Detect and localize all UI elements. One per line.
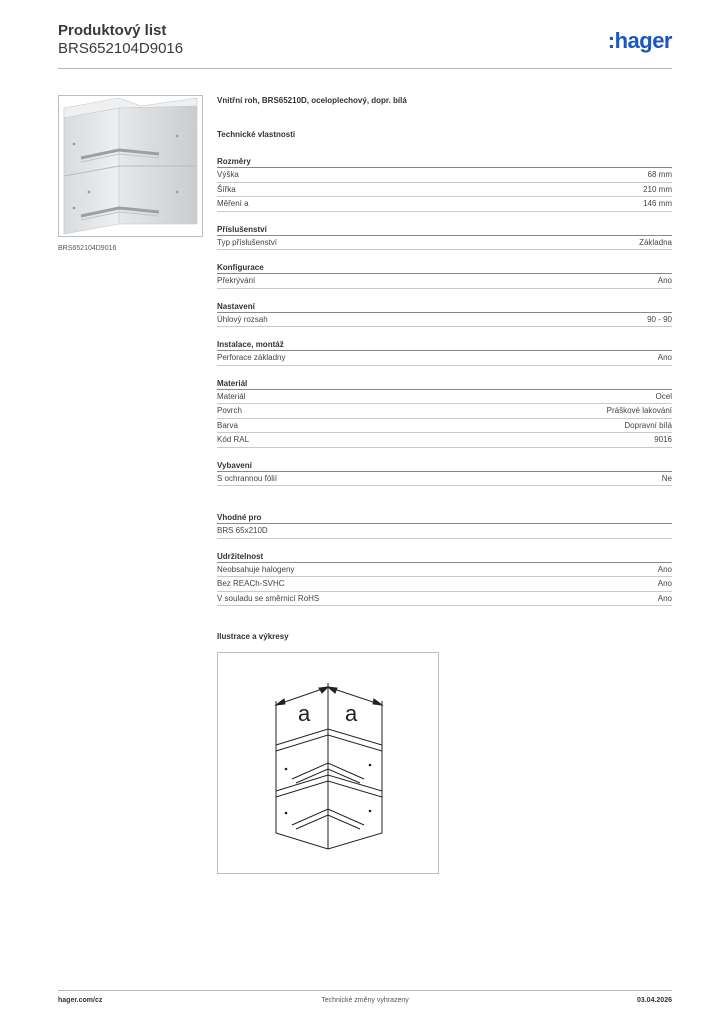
product-photo (58, 95, 203, 237)
page-footer (58, 997, 672, 1011)
spec-row (217, 351, 672, 366)
hager-logo[interactable]: :hager (607, 28, 672, 53)
spec-section (217, 224, 672, 251)
section-title: Vybavení (217, 460, 672, 472)
footer-disclaimer: Technické změny vyhrazeny (321, 997, 409, 1004)
spec-key: Úhlový rozsah (217, 314, 268, 324)
footer-divider (58, 990, 672, 991)
spec-key: Měření a (217, 199, 249, 208)
spec-row (217, 433, 672, 448)
spec-key: Typ příslušenství (217, 237, 278, 247)
spec-key: Materiál (217, 391, 246, 401)
spec-section (217, 156, 672, 212)
illustrations-heading: Ilustrace a výkresy (217, 632, 289, 641)
spec-key: Výška (217, 170, 239, 179)
spec-key: Kód RAL (217, 435, 250, 444)
spec-value: Ano (657, 579, 672, 588)
section-title: Nastavení (217, 301, 672, 313)
spec-row (217, 168, 672, 183)
spec-value: 90 - 90 (647, 314, 672, 324)
suitable-section (217, 512, 672, 539)
spec-row (217, 563, 672, 578)
spec-value: Ano (657, 564, 672, 574)
photo-caption: BRS652104D9016 (58, 245, 117, 252)
section-title: Příslušenství (217, 224, 672, 236)
section-title: Materiál (217, 378, 672, 390)
drawing-image (218, 653, 438, 873)
footer-date: 03.04.2026 (636, 997, 672, 1004)
spec-value: 9016 (654, 435, 672, 444)
spec-value: Ano (657, 353, 672, 362)
spec-key: V souladu se směrnicí RoHS (217, 593, 320, 603)
spec-row (217, 472, 672, 487)
spec-key: Bez REACh-SVHC (217, 579, 285, 588)
spec-key: Překrývání (217, 276, 256, 285)
spec-key: Neobsahuje halogeny (217, 564, 295, 574)
section-title: Konfigurace (217, 262, 672, 274)
section-title: Rozměry (217, 156, 672, 168)
spec-key: Šířka (217, 184, 236, 194)
spec-row (217, 524, 672, 539)
product-photo-image (59, 96, 202, 236)
spec-value: Práškové lakování (606, 406, 672, 415)
spec-section (217, 301, 672, 328)
spec-value: Základna (639, 237, 672, 247)
spec-value: 146 mm (643, 199, 672, 208)
spec-sections (217, 156, 672, 486)
spec-key: Barva (217, 420, 238, 430)
spec-section (217, 262, 672, 289)
spec-row (217, 577, 672, 592)
spec-section (217, 339, 672, 366)
spec-key: S ochrannou fólií (217, 473, 278, 483)
spec-row (217, 274, 672, 289)
dimension-label-left: a (298, 701, 311, 726)
spec-value: Ocel (655, 391, 672, 401)
document-title: Produktový list (58, 22, 167, 39)
spec-row (217, 419, 672, 434)
section-title: Instalace, montáž (217, 339, 672, 351)
spec-row (217, 390, 672, 405)
section-title: Vhodné pro (217, 512, 672, 524)
spec-section (217, 378, 672, 448)
spec-row (217, 592, 672, 607)
spec-key: Povrch (217, 406, 242, 415)
spec-content (217, 96, 672, 641)
product-code: BRS652104D9016 (58, 40, 184, 57)
spec-row (217, 404, 672, 419)
spec-section (217, 460, 672, 487)
spec-value: 210 mm (643, 184, 672, 194)
spec-value: 68 mm (647, 170, 672, 179)
spec-row (217, 197, 672, 212)
spec-value: Ano (657, 276, 672, 285)
footer-website-link[interactable]: hager.com/cz (58, 997, 103, 1004)
spec-value: Dopravní bílá (624, 420, 672, 430)
section-title: Udržitelnost (217, 551, 672, 563)
sustainability-section (217, 551, 672, 607)
dimension-label-right: a (345, 701, 358, 726)
spec-value: Ne (661, 473, 672, 483)
spec-row (217, 313, 672, 328)
technical-properties-heading: Technické vlastnosti (217, 130, 296, 139)
technical-drawing (217, 652, 439, 874)
spec-value: Ano (657, 593, 672, 603)
product-name: Vnitřní roh, BRS65210D, oceloplechový, dopr. bílá (217, 96, 407, 105)
spec-row (217, 236, 672, 251)
spec-key: BRS 65x210D (217, 526, 268, 535)
page-header (58, 22, 672, 68)
header-divider (58, 68, 672, 69)
spec-row (217, 183, 672, 198)
spec-key: Perforace základny (217, 353, 286, 362)
